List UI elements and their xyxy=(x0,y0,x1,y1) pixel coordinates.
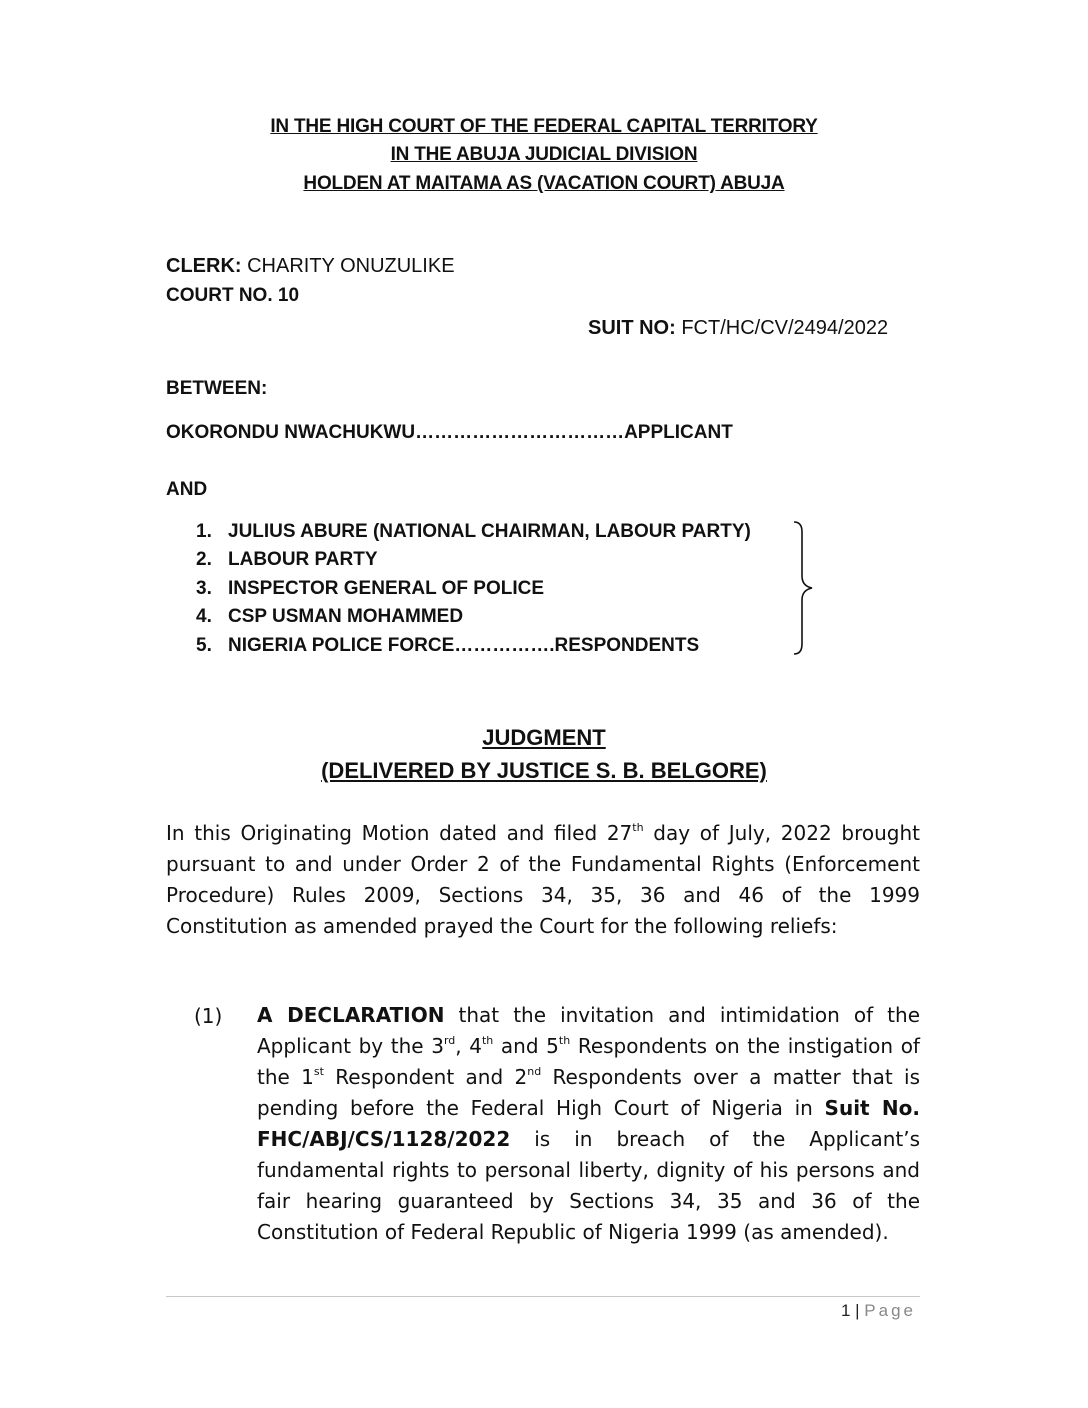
respondent-name: INSPECTOR GENERAL OF POLICE xyxy=(228,578,545,599)
suit-number-line xyxy=(588,317,888,340)
and-label: AND xyxy=(166,479,208,500)
relief-text: , 4 xyxy=(455,1034,482,1058)
court-title-line-2: IN THE ABUJA JUDICIAL DIVISION xyxy=(390,144,698,165)
suit-label: SUIT NO: xyxy=(588,317,676,339)
clerk-name: CHARITY ONUZULIKE xyxy=(241,255,455,277)
intro-paragraph xyxy=(166,818,920,942)
relief-sup: st xyxy=(313,1065,324,1078)
respondents-brace xyxy=(792,520,816,656)
respondent-number: 3. xyxy=(196,578,212,599)
relief-heading: A DECLARATION xyxy=(257,1003,445,1027)
judgment-subtitle: (DELIVERED BY JUSTICE S. B. BELGORE) xyxy=(321,758,767,783)
footer-separator: | xyxy=(850,1301,865,1320)
relief-paragraph xyxy=(257,1000,920,1248)
between-label: BETWEEN: xyxy=(166,378,268,399)
respondent-name: CSP USMAN MOHAMMED xyxy=(228,606,464,627)
footer-divider xyxy=(166,1296,920,1297)
court-title-line-1: IN THE HIGH COURT OF THE FEDERAL CAPITAL TERRITORY xyxy=(270,116,818,137)
relief-text: Respondents on the instigation of the 1 xyxy=(257,1034,920,1089)
relief-text: that the invitation and intimidation of the Applicant by the 3 xyxy=(257,1003,920,1058)
respondent-number: 5. xyxy=(196,635,212,656)
respondent-name: NIGERIA POLICE FORCE…………….RESPONDENTS xyxy=(228,635,700,656)
court-number: COURT NO. 10 xyxy=(166,285,300,306)
intro-text-1: In this Originating Motion dated and filed 27 xyxy=(166,821,633,845)
page-footer xyxy=(841,1301,916,1321)
applicant-line: OKORONDU NWACHUKWU……………………………APPLICANT xyxy=(166,422,733,443)
relief-sup: th xyxy=(481,1034,494,1047)
intro-text-2: day of July, 2022 brought pursuant to and under Order 2 of the Fundamental Rights (Enforcement Procedure) Rules 2009, Sections 34, 35, 36 and 46 of the 1999 Constitution as amended prayed the Court for the following reliefs: xyxy=(166,821,920,938)
respondent-item xyxy=(196,606,463,628)
intro-sup: th xyxy=(632,821,644,834)
judgment-title: JUDGMENT xyxy=(482,725,606,750)
page-word: Page xyxy=(864,1301,916,1320)
relief-text: Respondents over a matter that is pending before the Federal High Court of Nigeria in xyxy=(257,1065,921,1120)
respondent-number: 2. xyxy=(196,549,212,570)
respondent-name: JULIUS ABURE (NATIONAL CHAIRMAN, LABOUR PARTY) xyxy=(228,521,751,542)
relief-text: and 5 xyxy=(493,1034,559,1058)
court-title-line-3: HOLDEN AT MAITAMA AS (VACATION COURT) ABUJA xyxy=(303,173,785,194)
respondent-item xyxy=(196,578,544,600)
respondent-item xyxy=(196,635,699,657)
suit-number: FCT/HC/CV/2494/2022 xyxy=(675,317,889,339)
relief-text: is in breach of the Applicant’s fundamental rights to personal liberty, dignity of his persons and fair hearing guaranteed by Sections 34, 35 and 36 of the Constitution of Federal Republic of Nigeria 1999 (as amended). xyxy=(257,1127,920,1244)
clerk-line xyxy=(166,255,455,278)
respondent-number: 4. xyxy=(196,606,212,627)
suit-reference: Suit No. FHC/ABJ/CS/1128/2022 xyxy=(257,1096,920,1151)
clerk-label: CLERK: xyxy=(166,255,242,277)
respondent-item xyxy=(196,521,751,543)
relief-text: Respondent and 2 xyxy=(323,1065,528,1089)
respondent-item xyxy=(196,549,378,571)
respondent-number: 1. xyxy=(196,521,212,542)
respondent-name: LABOUR PARTY xyxy=(228,549,378,570)
relief-number: (1) xyxy=(194,1004,223,1028)
relief-sup: rd xyxy=(443,1034,456,1047)
relief-sup: th xyxy=(558,1034,571,1047)
page-number: 1 xyxy=(840,1301,851,1320)
relief-sup: nd xyxy=(527,1065,542,1078)
